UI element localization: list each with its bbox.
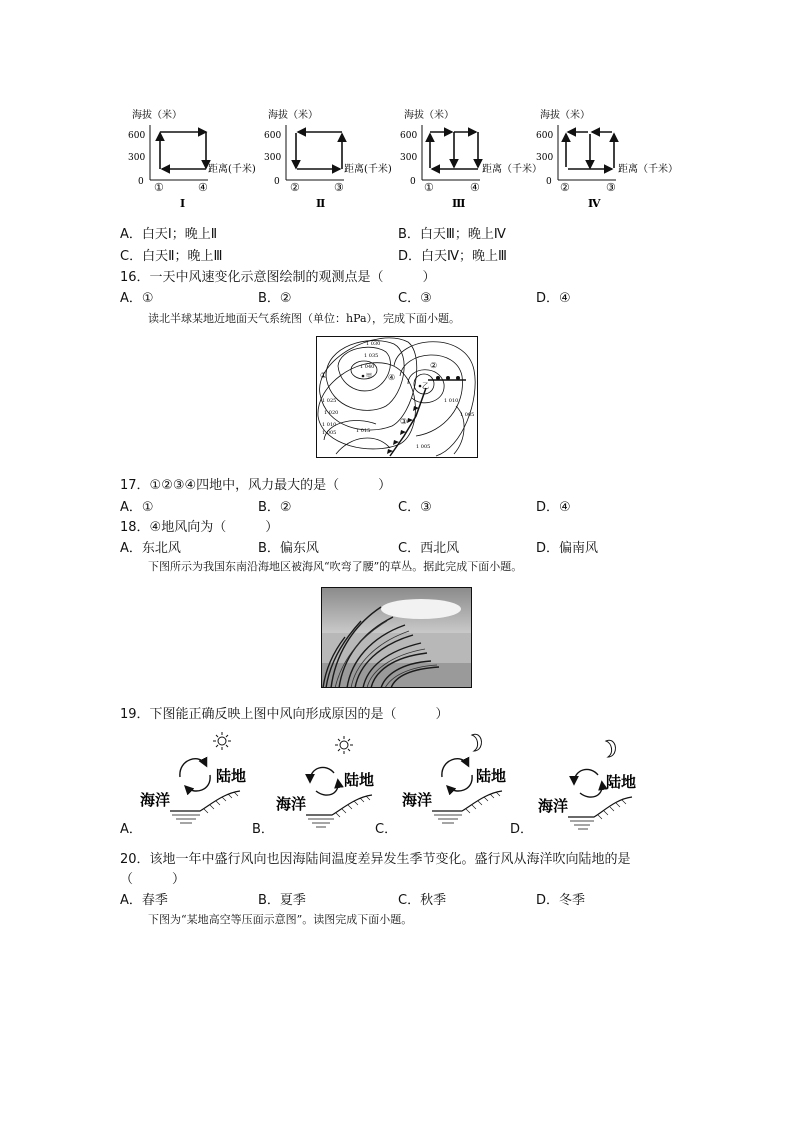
- q20-option-a[interactable]: A．春季: [120, 893, 168, 908]
- isobar-1005-east: 1 005: [460, 412, 475, 418]
- q20-stem: 20．该地一年中盛行风向也因海陆间温度差异发生季节变化。盛行风从海洋吹向陆地的是: [120, 852, 631, 867]
- diagram-2-point-a: ②: [290, 181, 300, 194]
- q19-option-d[interactable]: D．: [510, 822, 534, 837]
- diagram-4-roman: Ⅳ: [588, 197, 601, 210]
- diagram-4-point-b: ③: [606, 181, 616, 194]
- q17-option-b[interactable]: B．②: [258, 500, 292, 515]
- diagram-2-ylabel: 海拔（米）: [268, 110, 318, 121]
- diagram-2-point-b: ③: [334, 181, 344, 194]
- option-a-diagram: [140, 732, 246, 823]
- diagram-3: [400, 108, 542, 210]
- q17-option-d[interactable]: D．④: [536, 500, 571, 515]
- isobar-1040: 1 040: [360, 364, 375, 370]
- diagram-2-xlabel: 距离(千米): [344, 164, 392, 175]
- weather-map: [316, 336, 478, 458]
- diagram-2-tick-0: 0: [274, 177, 280, 187]
- intro-weather-map: 读北半球某地近地面天气系统图（单位：hPa），完成下面小题。: [148, 312, 461, 325]
- q18-option-c[interactable]: C．西北风: [398, 541, 460, 556]
- moon-icon: [472, 734, 481, 751]
- option-c-land: 陆地: [476, 767, 507, 785]
- q16-option-a[interactable]: A．①: [120, 291, 154, 306]
- isobar-1010-east: 1 010: [444, 398, 459, 404]
- q19-option-a[interactable]: A．: [120, 822, 142, 837]
- diagram-2-roman: Ⅱ: [316, 197, 326, 210]
- option-a-sea: 海洋: [140, 791, 171, 809]
- q16-option-c[interactable]: C．③: [398, 291, 432, 306]
- sea-land-diagrams: [140, 725, 640, 830]
- diagram-1-point-b: ④: [198, 181, 208, 194]
- q18-option-d[interactable]: D．偏南风: [536, 541, 599, 556]
- map-point-2: ②: [430, 361, 438, 370]
- diagram-1: [128, 108, 256, 210]
- diagram-3-tick-0: 0: [410, 177, 416, 187]
- isobar-1010-west: 1 010: [322, 422, 337, 428]
- isobar-1020: 1 020: [324, 410, 339, 416]
- diagram-1-tick-0: 0: [138, 177, 144, 187]
- isobar-1025: 1 025: [322, 398, 337, 404]
- intro-photo: 下图所示为我国东南沿海地区被海风“吹弯了腰”的草丛。据此完成下面小题。: [148, 560, 523, 573]
- diagram-1-xlabel: 距离(千米): [208, 164, 256, 175]
- map-point-4: ④: [388, 373, 396, 382]
- q15-option-c[interactable]: C．白天Ⅱ；晚上Ⅲ: [120, 249, 223, 264]
- q18-option-b[interactable]: B．偏东风: [258, 541, 319, 556]
- moon-icon: [606, 740, 615, 757]
- diagram-2-tick-300: 300: [264, 153, 282, 163]
- isobar-1005-west: 1 005: [322, 430, 337, 436]
- option-d-diagram: [538, 740, 636, 829]
- q17-option-c[interactable]: C．③: [398, 500, 432, 515]
- isobar-1005-south: 1 005: [416, 444, 431, 450]
- option-d-land: 陆地: [606, 773, 637, 791]
- diagram-4-tick-600: 600: [536, 131, 554, 141]
- option-b-sea: 海洋: [276, 795, 307, 813]
- diagram-2: [264, 108, 392, 210]
- q18-stem: 18．④地风向为（ ）: [120, 520, 279, 535]
- diagram-3-xlabel: 距离（千米）: [482, 164, 542, 175]
- q18-option-a[interactable]: A．东北风: [120, 541, 181, 556]
- q20-option-b[interactable]: B．夏季: [258, 893, 306, 908]
- map-point-1: ①: [320, 371, 328, 380]
- q17-stem: 17．①②③④四地中，风力最大的是（ ）: [120, 478, 392, 493]
- option-b-diagram: [276, 736, 374, 827]
- q19-option-c[interactable]: C．: [375, 822, 398, 837]
- diagram-4-point-a: ②: [560, 181, 570, 194]
- option-d-sea: 海洋: [538, 797, 569, 815]
- diagram-3-roman: Ⅲ: [452, 197, 466, 210]
- center-yi: 乙: [422, 382, 429, 390]
- q20-option-d[interactable]: D．冬季: [536, 893, 586, 908]
- grass-photo: [321, 587, 472, 688]
- diagram-3-point-b: ④: [470, 181, 480, 194]
- center-jia: 甲: [366, 373, 373, 380]
- q15-option-b[interactable]: B．白天Ⅲ；晚上Ⅳ: [398, 227, 506, 242]
- isobar-1015: 1 015: [356, 428, 371, 434]
- diagram-2-tick-600: 600: [264, 131, 282, 141]
- q16-option-b[interactable]: B．②: [258, 291, 292, 306]
- option-c-sea: 海洋: [402, 791, 433, 809]
- diagram-4-tick-0: 0: [546, 177, 552, 187]
- diagram-1-tick-300: 300: [128, 153, 146, 163]
- diagram-3-point-a: ①: [424, 181, 434, 194]
- profile-diagrams: [120, 105, 680, 215]
- diagram-4-ylabel: 海拔（米）: [540, 110, 590, 121]
- q17-option-a[interactable]: A．①: [120, 500, 154, 515]
- diagram-4-tick-300: 300: [536, 153, 554, 163]
- diagram-4: [536, 108, 678, 210]
- q19-stem: 19．下图能正确反映上图中风向形成原因的是（ ）: [120, 707, 449, 722]
- diagram-1-roman: Ⅰ: [180, 197, 186, 210]
- diagram-1-point-a: ①: [154, 181, 164, 194]
- q16-option-d[interactable]: D．④: [536, 291, 571, 306]
- q15-option-d[interactable]: D．白天Ⅳ；晚上Ⅲ: [398, 249, 507, 264]
- q16-stem: 16．一天中风速变化示意图绘制的观测点是（ ）: [120, 270, 436, 285]
- map-point-3: ③: [400, 417, 408, 426]
- option-b-land: 陆地: [344, 771, 375, 789]
- q20-option-c[interactable]: C．秋季: [398, 893, 447, 908]
- diagram-1-tick-600: 600: [128, 131, 146, 141]
- diagram-3-tick-300: 300: [400, 153, 418, 163]
- diagram-3-ylabel: 海拔（米）: [404, 110, 454, 121]
- diagram-3-tick-600: 600: [400, 131, 418, 141]
- isobar-1035: 1 035: [364, 353, 379, 359]
- isobar-1030: 1 030: [366, 341, 381, 347]
- diagram-1-ylabel: 海拔（米）: [132, 110, 182, 121]
- sun-icon: [213, 732, 231, 750]
- option-a-land: 陆地: [216, 767, 247, 785]
- intro-last: 下图为“某地高空等压面示意图”。读图完成下面小题。: [148, 913, 413, 926]
- q15-option-a[interactable]: A．白天Ⅰ；晚上Ⅱ: [120, 227, 218, 242]
- q19-option-b[interactable]: B．: [252, 822, 274, 837]
- sun-icon: [335, 736, 353, 754]
- diagram-4-xlabel: 距离（千米）: [618, 164, 678, 175]
- option-c-diagram: [402, 734, 506, 823]
- q20-stem-bracket: （ ）: [120, 872, 186, 887]
